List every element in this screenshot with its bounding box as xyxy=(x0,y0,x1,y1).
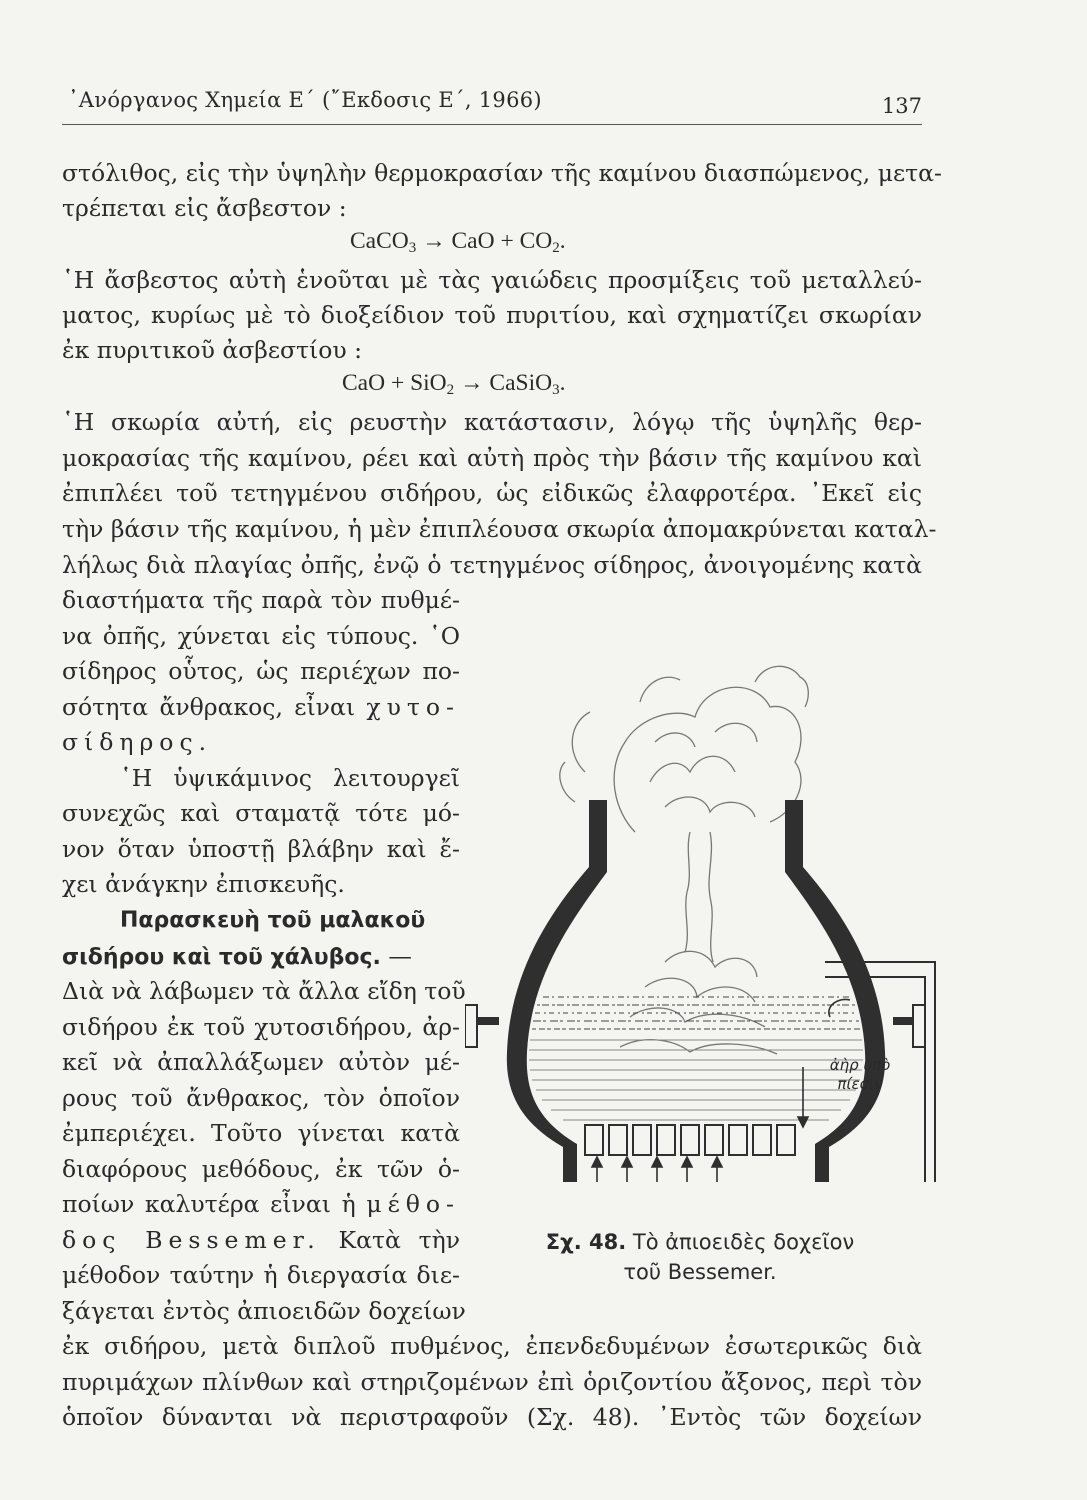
text-line: ῾Η ὑψικάμινος λειτουργεῖ xyxy=(120,764,460,792)
text-line: ματος, κυρίως μὲ τὸ διοξείδιον τοῦ πυριτίου, καὶ σχηματίζει σκωρίαν xyxy=(62,301,922,329)
text-line: ἐκ πυριτικοῦ ἀσβεστίου : xyxy=(62,336,363,364)
section-heading: Παρασκευὴ τοῦ μαλακοῦ xyxy=(120,908,426,933)
text-line: ῾Η ἄσβεστος αὐτὴ ἑνοῦται μὲ τὰς γαιώδεις προσμίξεις τοῦ μεταλλεύ- xyxy=(62,266,922,294)
text-line: μέθοδον ταύτην ἡ διεργασία διε- xyxy=(62,1261,460,1289)
text-line: διαφόρους μεθόδους, ἐκ τῶν ὁ- xyxy=(62,1155,460,1183)
text-line: διαστήματα τῆς παρὰ τὸν πυθμέ- xyxy=(62,586,460,614)
text-line: κεῖ νὰ ἀπαλλάξωμεν αὐτὸν μέ- xyxy=(62,1048,460,1076)
section-heading: σιδήρου καὶ τοῦ χάλυβος. — xyxy=(62,942,412,970)
text-line: λήλως διὰ πλαγίας ὀπῆς, ἐνῷ ὁ τετηγμένος σίδηρος, ἀνοιγομένης κατὰ xyxy=(62,551,922,579)
text-line: πυριμάχων πλίνθων καὶ στηριζομένων ἐπὶ ὁριζοντίου ἄξονος, περὶ τὸν xyxy=(62,1368,922,1396)
text-line: ρους τοῦ ἄνθρακος, τὸν ὁποῖον xyxy=(62,1084,460,1112)
slag-layer xyxy=(532,997,860,1029)
trunnion-axles xyxy=(465,1005,925,1047)
text-line: σίδηρος. xyxy=(62,728,213,756)
text-line: χει ἀνάγκην ἐπισκευῆς. xyxy=(62,870,345,898)
text-line: μοκρασίας τῆς καμίνου, ρέει καὶ αὐτὴ πρὸς τὴν βάσιν τῆς καμίνου καὶ xyxy=(62,444,922,472)
bessemer-converter-figure xyxy=(465,622,945,1182)
page-header xyxy=(62,88,922,125)
text-line: ἐκ σιδήρου, μετὰ διπλοῦ πυθμένος, ἐπενδεδυμένων ἐσωτερικῶς διὰ xyxy=(62,1332,922,1360)
text-line: ἐπιπλέει τοῦ τετηγμένου σιδήρου, ὡς εἰδικῶς ἐλαφροτέρα. ᾿Εκεῖ εἰς xyxy=(62,479,922,507)
figure-caption: Σχ. 48. Τὸ ἀπιοειδὲς δοχεῖον τοῦ Bessemer. xyxy=(545,1230,855,1284)
tuyeres xyxy=(585,1125,795,1155)
equation-1: CaCO$_3$ → CaO + $CO_2$. xyxy=(350,228,566,256)
text-line: σίδηρος οὗτος, ὡς περιέχων πο- xyxy=(62,657,460,685)
text-line: σιδήρου ἐκ τοῦ χυτοσιδήρου, ἀρ- xyxy=(62,1013,460,1041)
equation-2: CaO + SiO$_2$ → CaSiO$_3$. xyxy=(342,370,566,398)
text-line: συνεχῶς καὶ σταματᾷ τότε μό- xyxy=(62,799,460,827)
text-line: ὁποῖον δύνανται νὰ περιστραφοῦν (Σχ. 48). ᾿Εντὸς τῶν δοχείων xyxy=(62,1403,922,1431)
text-line: στόλιθος, εἰς τὴν ὑψηλὴν θερμοκρασίαν τῆς καμίνου διασπώμενος, μετα- xyxy=(62,159,942,187)
text-line: ποίων καλυτέρα εἶναι ἡ μέθο- xyxy=(62,1190,460,1218)
text-line: Διὰ νὰ λάβωμεν τὰ ἄλλα εἴδη τοῦ xyxy=(62,977,466,1005)
air-pressure-label: ἀὴρ ὑπὸ πίεσιν xyxy=(829,1056,891,1093)
text-line: ῾Η σκωρία αὐτή, εἰς ρευστὴν κατάστασιν, λόγῳ τῆς ὑψηλῆς θερ- xyxy=(62,408,922,436)
text-line: νον ὅταν ὑποστῇ βλάβην καὶ ἔ- xyxy=(62,835,460,863)
text-line: να ὀπῆς, χύνεται εἰς τύπους. ῾Ο xyxy=(62,622,460,650)
text-line: τὴν βάσιν τῆς καμίνου, ἡ μὲν ἐπιπλέουσα σκωρία ἀπομακρύνεται καταλ- xyxy=(62,515,937,543)
page-number: 137 xyxy=(881,94,922,118)
text-line: ἐμπεριέχει. Τοῦτο γίνεται κατὰ xyxy=(62,1119,460,1147)
text-line: τρέπεται εἰς ἄσβεστον : xyxy=(62,194,347,222)
molten-iron-layer xyxy=(529,1040,863,1120)
text-line: δος Bessemer. Κατὰ τὴν xyxy=(62,1226,460,1254)
running-title: ᾿Ανόργανος Χημεία Ε΄ (῎Εκδοσις Ε΄, 1966) xyxy=(68,88,542,112)
text-line: σότητα ἄνθρακος, εἶναι χυτο- xyxy=(62,693,460,721)
text-line: ξάγεται ἐντὸς ἀπιοειδῶν δοχείων xyxy=(62,1297,466,1325)
